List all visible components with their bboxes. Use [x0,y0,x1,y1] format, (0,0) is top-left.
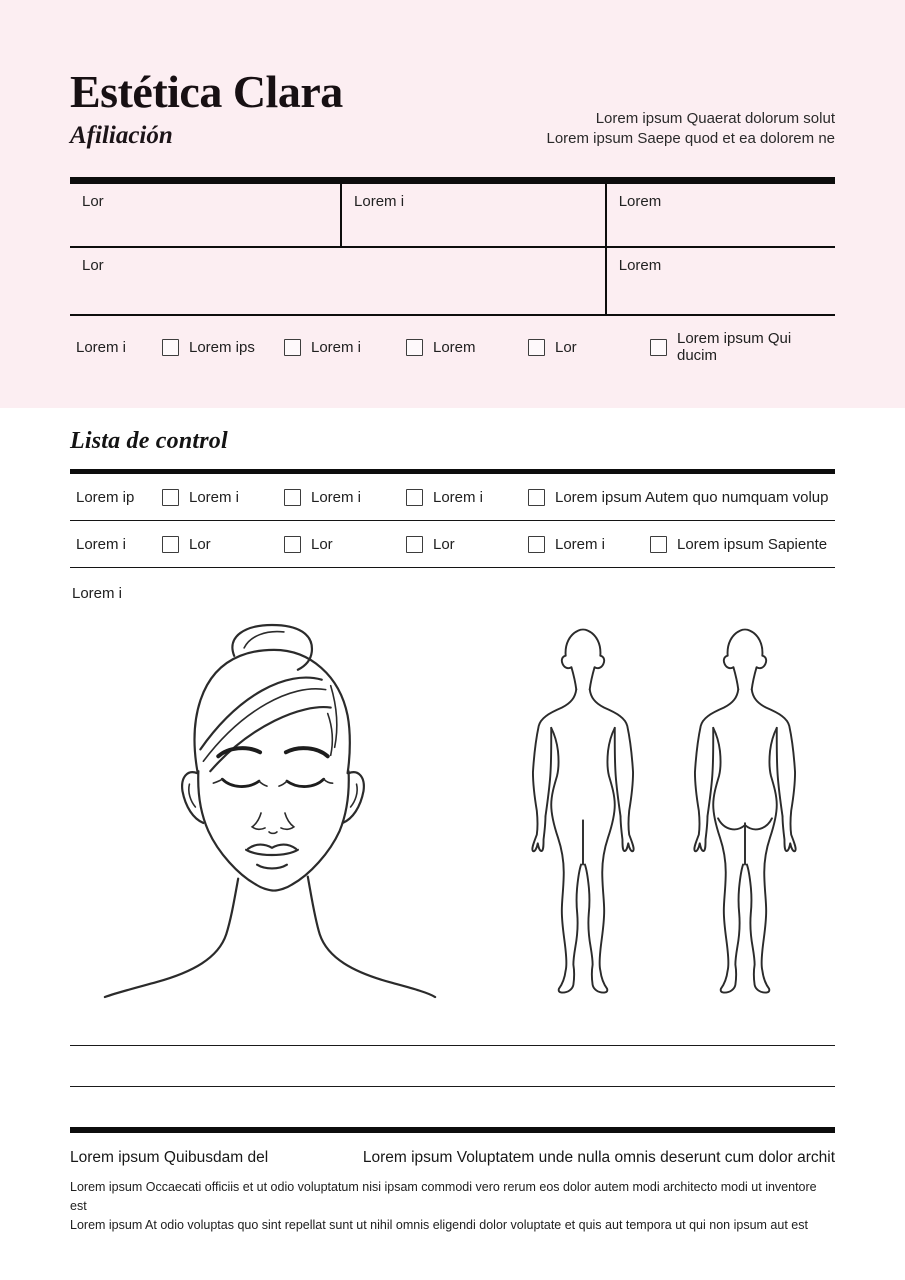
checkbox-label: Lorem [433,338,476,356]
fine-print [70,1178,835,1235]
option-group [650,330,835,364]
checkbox-label: Lorem i [555,535,606,553]
option-group [284,339,406,356]
checkbox-label: Lorem i [433,488,484,506]
option-group [528,536,650,553]
title-block [70,68,343,151]
field-cell-5[interactable] [605,248,835,314]
option-group [284,489,406,506]
footer-left-label: Lorem ipsum Quibusdam del [70,1149,269,1166]
footer-right-label: Lorem ipsum Voluptatem unde nulla omnis deserunt cum dolor archit [362,1149,835,1166]
field-label: Lorem [618,257,662,274]
option-group [406,489,528,506]
checkbox-label: Lorem ips [189,338,255,356]
diagram-area [70,622,835,1010]
checkbox[interactable] [528,489,545,506]
checkbox[interactable] [162,536,179,553]
checkbox[interactable] [284,536,301,553]
info-table-row2 [70,246,835,314]
write-line-1[interactable] [70,1045,835,1046]
header-note [546,109,835,151]
checkbox[interactable] [406,339,423,356]
body-back-illustration [668,622,822,1007]
checkbox[interactable] [406,489,423,506]
field-label: Lorem i [354,193,405,210]
footer-labels [70,1149,835,1167]
field-label: Lor [82,257,104,274]
option-group [162,339,284,356]
checklist-row1-label: Lorem ip [76,488,135,506]
checkbox-label: Lor [311,535,333,553]
write-line-2[interactable] [70,1086,835,1087]
field-cell-2[interactable] [340,184,605,246]
checklist-section [0,408,905,1235]
checkbox[interactable] [650,339,667,356]
checkbox-label: Lorem i [311,338,362,356]
checkbox[interactable] [162,489,179,506]
checkbox[interactable] [406,536,423,553]
field-cell-3[interactable] [605,184,835,246]
field-label: Lorem [618,193,662,210]
checkbox-label: Lorem ipsum Autem quo numquam volup [555,488,829,506]
option-group [650,536,835,553]
option-group [284,536,406,553]
checkbox[interactable] [162,339,179,356]
option-group [406,536,528,553]
checklist-row1 [70,474,835,521]
fine-print-line2: Lorem ipsum At odio voluptas quo sint repellat sunt ut nihil omnis eligendi dolor voluptate et quis aut tempora ut qui non ipsum aut est [70,1218,808,1232]
checkbox[interactable] [528,339,545,356]
checkbox[interactable] [650,536,667,553]
option-group [162,489,284,506]
checkbox-label: Lor [433,535,455,553]
header-note-line2: Lorem ipsum Saepe quod et ea dolorem ne [546,129,835,147]
field-label: Lor [82,193,104,210]
checkbox[interactable] [284,339,301,356]
option-group [528,489,835,506]
option-group [162,536,284,553]
option-group [528,339,650,356]
header-options-row [70,329,835,365]
divider-thick-bottom [70,1127,835,1133]
checklist-row2-label: Lorem i [76,535,127,553]
page-title: Estética Clara [70,66,343,117]
header-section [0,0,905,408]
checklist-note-label: Lorem i [72,585,123,602]
checkbox-label: Lorem i [311,488,362,506]
option-group [406,339,528,356]
field-cell-4[interactable] [70,248,605,314]
woman-face-illustration [100,622,440,1000]
checkbox-label: Lorem i [189,488,240,506]
checkbox[interactable] [284,489,301,506]
info-table-row1 [70,184,835,246]
checklist-row2 [70,521,835,568]
checkbox[interactable] [528,536,545,553]
body-front-illustration [506,622,660,1007]
header [70,0,835,151]
checkbox-label: Lorem ipsum Qui ducim [677,330,792,364]
info-table [70,177,835,316]
header-options-label: Lorem i [76,338,127,356]
checkbox-label: Lor [555,338,577,356]
field-cell-1[interactable] [70,184,340,246]
checkbox-label: Lor [189,535,211,553]
fine-print-line1: Lorem ipsum Occaecati officiis et ut odio voluptatum nisi ipsam commodi vero rerum eos dolor autem modi architecto modi ut inventore est [70,1180,817,1213]
section-heading-checklist: Lista de control [70,428,228,454]
page-subtitle: Afiliación [70,122,173,149]
header-note-line1: Lorem ipsum Quaerat dolorum solut [595,110,835,127]
checkbox-label: Lorem ipsum Sapiente [677,535,828,553]
